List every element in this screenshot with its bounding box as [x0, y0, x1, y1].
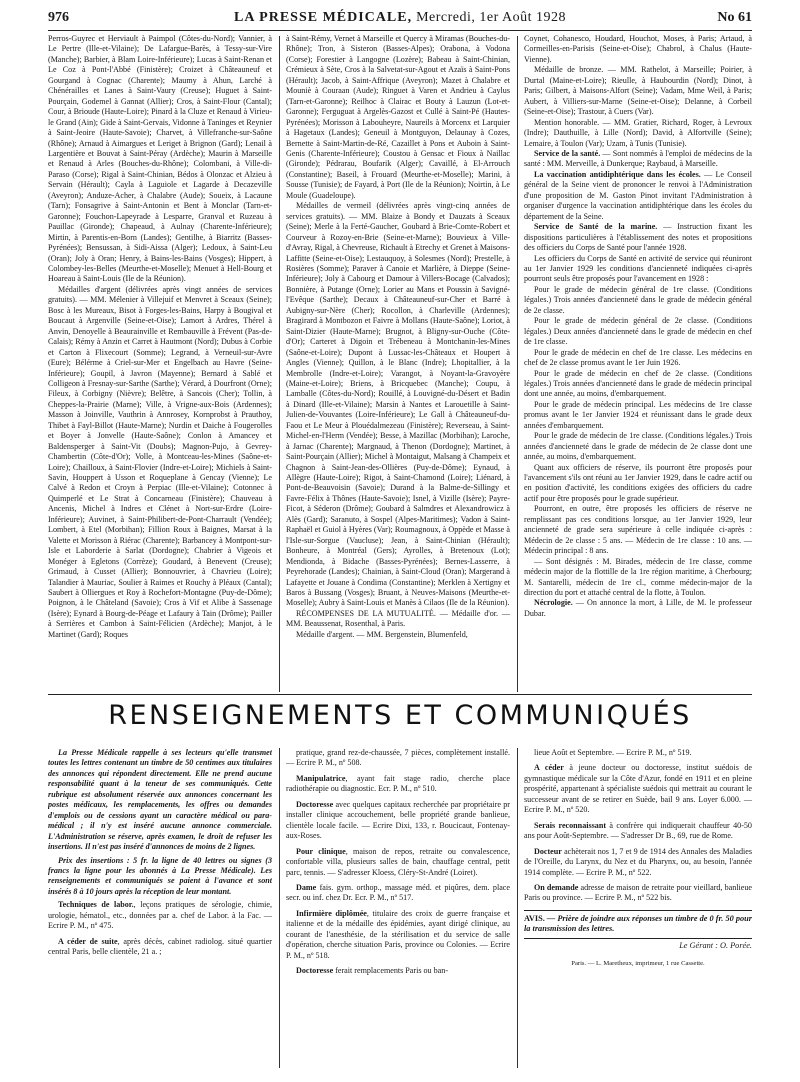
- section-rule: [48, 694, 752, 695]
- section-body-vaccination: — Le Conseil général de la Seine vient de prononcer le renvoi à l'Administration d'une proposition de M. Gaston Pinot invitant l'Administration à organiser d'urgence la vaccination antidiphtérique dans les écoles du département de la Seine.: [524, 169, 752, 221]
- section-heading-necrologie: Nécrologie.: [534, 598, 573, 608]
- paragraph-necrologie: [524, 598, 752, 619]
- ad-body: , maison de repos, retraite ou convalescence, confortable villa, plusieurs salles de bain, chauffage central, petit parc, tennis. — S'adresser Kloess, Cléry-St-André (Loiret).: [286, 846, 510, 877]
- ad-body: à jeune docteur ou doctoresse, institut suédois de gymnastique médicale sur la Côte d'Azur, fondé en 1911 et en pleine prospérité, appartenant à spécialiste suédois qui mettrait au courant le successeur avant de se retirer en Suède, bail 9 ans. Loyer 6.000. — Ecrire P. M., nº 520.: [524, 763, 752, 815]
- paragraph-marine: [524, 222, 752, 253]
- ad-body: , titulaire des croix de guerre française et italienne et de la médaille des épidémies, ayant dirigé clinique, au courant de l'anesthésie, de la stérilisation et du service de salle d'opération, cherche situation Paris, province ou Colonies. — Ecrire P. M., nº 518.: [286, 908, 510, 960]
- paragraph-sante: [524, 149, 752, 170]
- paragraph: Les officiers du Corps de Santé en activité de service qui réuniront au 1er Janvier 1929 les conditions d'ancienneté indiquées ci-après pourront seuls être proposés pour l'avancement en 1928 :: [524, 253, 752, 284]
- paragraph: Pour le grade de médecin général de 2e classe. (Conditions légales.) Deux années d'ancienneté dans le grade de médecin en chef de 1re classe.: [524, 316, 752, 347]
- printer-imprint: Paris. — L. Maretheux, imprimeur, 1 rue Cassette.: [571, 960, 705, 968]
- paragraph: Quant aux officiers de réserve, ils pourront être proposés pour l'avancement s'ils ont réuni au 1er Janvier 1929, dans le cadre actif ou en position d'activité, les conditions exigées des officiers du cadre actif pour être proposés pour le grade supérieur.: [524, 462, 752, 503]
- paragraph: Médaille de bronze. — MM. Rathelot, à Marseille; Poirier, à Durtal (Maine-et-Loire); Rieulle, à Haubourdin (Nord); Dinot, à Paris; Gilbert, à Maisons-Alfort (Seine); Vadam, Mme Weil, à Paris; Aubert, à Villiers-sur-Marne (Seine-et-Oise); Delanne, à Corbeil (Seine-et-Oise); Trastour, à Cuers (Var).: [524, 65, 752, 117]
- paragraph: Pour le grade de médecin général de 1re classe. (Conditions légales.) Trois années d'ancienneté dans le grade de médecin général de 2e classe.: [524, 284, 752, 315]
- section-heading-sante: Service de la santé.: [534, 148, 601, 158]
- column-1: [48, 34, 272, 692]
- section-body-sante: — Sont nommés à l'emploi de médecins de la santé : MM. Merveille, à Dunkerque; Raybaud, à Marseille.: [524, 148, 752, 169]
- classified-ad: [524, 883, 752, 904]
- paragraph: Pour le grade de médecin en chef de 1re classe. Les médecins en chef de 2e classe promus avant le 1er Juin 1926.: [524, 347, 752, 368]
- paragraph-vaccination: [524, 170, 752, 222]
- column-3: [524, 34, 752, 692]
- issue-number: No 61: [717, 10, 752, 25]
- column-divider: [279, 748, 280, 1068]
- avis-notice: [524, 910, 752, 935]
- paragraph: à Saint-Rémy, Vernet à Marseille et Quercy à Miramas (Bouches-du-Rhône); Tron, à Sisteron (Basses-Alpes); Orabona, à Vodona (Corse); Forestier à Langogne (Lozère); Babeau à Saint-Chinian, Crémieux à Sète, Cros à la Salvetat-sur-Agout et Azaïs à Saint-Pons (Hérault); Jacob, à Saint-Affrique (Aveyron); Mazet à Chalabre et Mouniè à Couraan (Aude); Ringuet à Varen et Andrieu à Caylus (Tarn-et-Garonne); Reilhoc à Clairac et Bouty à Lauzun (Lot-et-Garonne); Ferguguat à Argelès-Gazost et Cullé à Saint-Pé (Hautes-Pyrénées); Morisson à Labouheyre, Naureils à Morcenx et Larquier à Hagetaux (Landes); Geneuil à Montguyon, Delaunay à Cozes, Bernette à Saint-Martin-de-Ré, Cazaillet à Pons et Auboin à Saint-Genis (Charente-Inférieure); Coustou à Gensac et Fioux à Naillac (Gironde); Pédrarau, Boufarik (Alger); Cavaillé, à El-Arrouch (Constantine); Baseil, à Frouard (Meurthe-et-Moselle); Marini, à Sousse (Tunisie); de Fayard, à Port (Ile de la Réunion); Noirtin, à Le Moule (Guadeloupe).: [286, 34, 510, 200]
- ad-heading: A céder de suite: [58, 936, 118, 946]
- page-number: 976: [48, 10, 69, 25]
- ad-heading: Infirmière diplômée: [296, 908, 367, 918]
- classified-ad: [286, 774, 510, 795]
- ad-body: à confrère qui indiquerait chauffeur 40-50 ans pour Août-Septembre. — S'adresser Dr B., 69, rue de Rome.: [524, 820, 752, 841]
- ad-heading: Dame: [296, 882, 317, 892]
- ad-body: adresse de maison de retraite pour vieillard, banlieue Paris ou province. — Ecrire P. M., nº 522 bis.: [524, 882, 752, 903]
- ad-body: achèterait nos 1, 7 et 9 de 1914 des Annales des Maladies de l'Oreille, du Larynx, du Nez et du Pharynx, ou, au besoin, l'année 1914 complète. — Ecrire P. M., nº 522.: [524, 846, 752, 877]
- column-divider: [279, 36, 280, 692]
- ad-body: , ayant fait stage radio, cherche place radiothérapie ou diagnostic. Ecr. P. M., nº 510.: [286, 773, 510, 794]
- paragraph: — Sont désignés : M. Birades, médecin de 1re classe, comme médecin major de la flottille de la 1re région maritime, à Cherbourg; M. Santarelli, médecin de 1re cl., comme médecin-major de la direction du port et attaché central de la flotte, à Toulon.: [524, 556, 752, 598]
- classified-ad: [286, 748, 510, 769]
- classified-ad: [286, 883, 510, 904]
- column-divider: [517, 36, 518, 692]
- section-body-marine: — Instruction fixant les dispositions particulières à l'établissement des notes et propositions des officiers du Corps de Santé pour l'année 1928.: [524, 222, 752, 253]
- ad-heading: Doctoresse: [296, 799, 334, 809]
- paragraph: Mention honorable. — MM. Gratier, Richard, Roger, à Levroux (Indre); Dauthuille, à Lille (Nord); David, à Alfortville (Seine); Lemaire, à Toulon (Var); Uzam, à Tunis (Tunisie).: [524, 117, 752, 148]
- paragraph: Pour le grade de médecin en chef de 2e classe. (Conditions légales.) Trois années d'ancienneté dans le grade de médecin principal dont une année, au moins, d'embarquement.: [524, 368, 752, 399]
- avis-heading: AVIS.: [524, 913, 545, 923]
- ad-body: fais. gym. orthop., massage méd. et piqûres, dem. place secr. ou inf. chez Dr. Ecr. P. M., nº 517.: [286, 882, 510, 903]
- ad-heading: Serais reconnaissant: [534, 820, 607, 830]
- classified-ad: [286, 847, 510, 878]
- classified-ad: [524, 821, 752, 842]
- classifieds-column-3: [524, 748, 752, 1068]
- classified-ad: [48, 900, 272, 931]
- ad-heading: Techniques de labor.: [58, 900, 134, 910]
- journal-header: [48, 10, 752, 26]
- classifieds-column-1: [48, 748, 272, 1068]
- intro-paragraph: Prix des insertions : 5 fr. la ligne de 40 lettres ou signes (3 francs la ligne pour les abonnés à La Presse Médicale). Les renseignements et communiqués se paient à l'avance et sont insérés 8 à 10 jours après la réception de leur montant.: [48, 855, 272, 896]
- paragraph: Pour le grade de médecin de 1re classe. (Conditions légales.) Trois années d'ancienneté dans le grade de médecin de 2e classe dont une année, au moins, d'embarquement.: [524, 431, 752, 462]
- ad-heading: Docteur: [534, 846, 562, 856]
- section-heading-marine: Service de Santé de la marine.: [534, 222, 658, 232]
- classified-ad: [48, 937, 272, 958]
- classified-ad: [524, 847, 752, 878]
- rubric-title: RENSEIGNEMENTS ET COMMUNIQUÉS: [108, 700, 692, 731]
- ad-heading: Pour clinique: [296, 846, 346, 856]
- ad-body: , après décès, cabinet radiolog. situé quartier central Paris, belle clientèle, 21 a. ;: [48, 936, 272, 957]
- paragraph: RÉCOMPENSES DE LA MUTUALITÉ. — Médaille d'or. — MM. Beaussenat, Rosenthal, à Paris.: [286, 608, 510, 629]
- classifieds-intro: [48, 748, 272, 897]
- ad-body: , leçons pratiques de sérologie, chimie, urologie, hématol., etc., données par a. chef de Labor. à la Fac. — Ecrire P. M., nº 475.: [48, 900, 272, 931]
- paragraph: Médailles d'argent (délivrées après vingt années de services gratuits). — MM. Mélenier à Villejuif et Menvret à Sceaux (Seine); Bosc à les Mureaux, Bisot à Forges-les-Bains, Harpy à Bougival et Boucaut à Argenville (Seine-et-Oise); Lamort à Ardres, Thérel à Anvin, Denoyelle à Beaurainville et Rembauville à Frévent (Pas-de-Calais); Rémy à Anzin et Carret à Hautmont (Nord); Dubus à Corbie et Carton à Flixecourt (Somme); Legrand, à Verneuil-sur-Avre (Eure); Bélérme à Criel-sur-Mer et Engelbach au Havre (Seine-Inférieure); Goupil, à Javron (Mayenne); Bernard à Sablé et Colligeon à Fresnay-sur-Sarthe (Sarthe); Vérard, à Dourfront (Orne); Fileux, à Corbigny (Nièvre); Belêtre, à Sancois (Cher); Tollin, à Cheppes-la-Prairie (Marne); Ville, à Vrigne-aux-Bois (Ardennes); Masson à Joinville, Vauthrin à Annrosey, Kornprobst à Prauthoy, Thibet à Fayl-Billot (Haute-Marne); Nurdin et Daiche à Fougerolles et Boyer à Jonvelle (Haute-Saône); Conlon à Amancey et Baldensperger à Saint-Vit (Doubs); Magnon-Pujo, à Gevrey-Chambertin (Côte-d'Or); Volle, à Montceau-les-Mines (Saône-et-Loire); Chailloux, à Saint-Flovier (Indre-et-Loire); Michiels à Saint-Savin, Houppert à Usson et Roqueplane à Gencay (Vienne); Le Calvé à Redon et Croyn à Perpiac (Ille-et-Vilaine); Cotonnec à Quimperlé et Le Strat à Concarneau (Finistère); Chauveau à Ancenis, Michel à Indres et Clénet à Nort-sur-Erdre (Loire-Inférieure); Auvinet, à Saint-Philibert-de-Pont-Charrault (Vendée); Lombert, à Etel (Morbihan); Fillion Roux à Baignes, Marsat à la Valette et Morisson à Riérac (Charente); Barbancey à Montpont-sur-Isle et Laborderie à Sarlat (Dordogne); Chabrier à Vigeois et Monéger à Egletons (Corrèze); Goudard, à Benevent (Creuse); Grimaud, à Cusset (Allier); Bonnouvrier, à Chavrieu (Loire); Talandier à Mauriac, Soulier à Raimes et Rouchy à Pléaux (Cantal); Saubert à Olliergues et Roy à Rochefort-Montagne (Puy-de-Dôme); Poignon, à le Châteland (Savoie); Cros à Vif et Alibe à Sassenage (Isère); Eynard à Bourg-de-Péage et Lafaury à Tain (Drôme); Pailler à Serrières et Cambon à Saint-Félicien (Ardèche); Manjot, à le Martinet (Gard); Roques: [48, 284, 272, 639]
- ad-body: ferait remplacements Paris ou ban-: [333, 966, 449, 976]
- classifieds-column-2: [286, 748, 510, 1068]
- paragraph: Coynet, Cohanesco, Houdard, Houchot, Moses, à Paris; Artaud, à Cormeilles-en-Parisis (Seine-et-Oise); Chabrol, à Chalus (Haute-Vienne).: [524, 34, 752, 64]
- classified-ad: [286, 909, 510, 961]
- avis-body: — Prière de joindre aux réponses un timbre de 0 fr. 50 pour la transmission des lettres.: [524, 913, 752, 934]
- gerant-signature: Le Gérant : O. Porée.: [524, 938, 752, 951]
- ad-body: pratique, grand rez-de-chaussée, 7 pièces, complètement installé. — Ecrire P. M., nº 508.: [286, 748, 510, 768]
- classified-ad: [524, 748, 752, 758]
- paragraph: Médailles de vermeil (délivrées après vingt-cinq années de services gratuits). — MM. Blaize à Bondy et Dauzats à Sceaux (Seine); Merle à la Ferté-Gaucher, Goubard à Brie-Comte-Robert et Courveur à Rozoy-en-Brie (Seine-et-Marne); Bouvieux à Ville-d'Avray, Rigal, à Chevreuse, Richault à Etrechy et Grenet à Maisons-Laffitte (Seine-et-Oise); Lestauquoy, à Solesmes (Nord); Prestelle, à Rosières (Somme); Paraver à Canoie et Marlière, à Dieppe (Seine-Inférieure); Joly à Cabourg et Damour à Villers-Bocage (Calvados); Bonnière, à Putange (Orne); Lorier au Mans et Poussin à Savigné-l'Evêque (Sarthe); Decaux à Châteauneuf-sur-Cher et Barré à Aubigny-sur-Nère (Cher); Rocollon, à Charleville (Ardennes); Bragirard à Montbozon et Faivre à Mollans (Haute-Saône); Loriot, à Saint-Dizier (Haute-Marne); Brugnot, à Bligny-sur-Ouche (Côte-d'Or); Carteret à Digoin et Trébeneau à Montchanin-les-Mines (Saône-et-Loire); Dupont à Lussac-les-Châteaux et Houpert à Angles (Vienne); Quillon, à le Blanc (Indre); Lhopitallier, à la Membrolle (Indre-et-Loire); Varangot, à Noyant-la-Gravoyère (Maine-et-Loire); Briens, à Bricquebec (Manche); Coupu, à Lamballe (Côtes-du-Nord); Rouillé, à Louvigné-du-Désert et Badin à Dinard (Ille-et-Vilaine); Marsin à Nantes et Larouetille à Saint-Julien-de-Vouvantes (Loire-Inférieure); Le Gall à Châteauneuf-du-Faou et Le Meur à Plouédalmezeau (Finistère); Reverseau, à Saint-Michel-en-l'Herm (Vendée); Besse, à Mazillac (Morbihan); Laroche, à Jarnac (Charente); Margnaud, à Thenon (Dordogne); Martinet, à Saint-Pourçain (Allier); Michel à Montaigut, Malsang à Champeix et Chagnon à Saint-Jean-des-Ollières (Puy-de-Dôme); Eynaud, à Allègre (Haute-Loire); Rigot, à Saint-Chamond (Loire); Liénard, à Pont-de-Beauvoisin (Savoie); Durand à la Balme-de-Sillingy et Favre-Félix à Thônes (Haute-Savoie); Isnel, à Vizille (Isère); Payre-Ficot, à Séderon (Drôme); Goubard à Salmdres et Alexandrowicz à Alès (Gard); Saranuto, à Sospel (Alpes-Maritimes); Vadon à Saint-Raphaël et Guiol à Hyères (Var); Roumagnoux, à Oppède et Masse à l'Isle-sur-Sorgue (Vaucluse); Jean, à Saint-Chinian (Hérault); Bonheure, à Montréal (Gers); Ayrolles, à Bretenoux (Lot); Mendionda, à Bidache (Basses-Pyrénées); Bernes-Lasserre, à Peyrehorade (Landes); Chainian, à Saint-Cloud (Oran); Margerand à Lafayette et Jouane à Condima (Constantine); Merklen à Xertigny et Baros à Bussang (Vosges); Bruant, à Neuves-Maisons (Meurthe-et-Moselle); Aubry à Saint-Louis et Manès à Cilaos (Ile de la Réunion).: [286, 201, 510, 608]
- column-divider: [517, 748, 518, 1068]
- issue-date: Mercredi, 1er Août 1928: [416, 10, 566, 25]
- paragraph: Pour le grade de médecin principal. Les médecins de 1re classe promus avant le 1er Janvier 1924 et réunissant dans le grade deux années d'embarquement.: [524, 399, 752, 430]
- classified-ad: [286, 800, 510, 842]
- classified-ad: [286, 966, 510, 976]
- ad-heading: Manipulatrice: [296, 773, 346, 783]
- ad-body: lieue Août et Septembre. — Ecrire P. M., nº 519.: [534, 748, 692, 757]
- ad-body: avec quelques capitaux recherchée par propriétaire pr installer clinique accouchement, belle propriété grande banlieue, clientèle locale facile. — Ecrire Dixi, 133, r. Boucicaut, Fontenay-aux-Roses.: [286, 799, 510, 841]
- ad-heading: On demande: [534, 882, 579, 892]
- intro-paragraph: La Presse Médicale rappelle à ses lecteurs qu'elle transmet toutes les lettres contenant un timbre de 50 centimes aux titulaires des annonces qui répondent directement. Elle ne prend aucune responsabilité quant à la teneur de ses communiqués. Cette rubrique est absolument réservée aux annonces concernant les postes médicaux, les remplacements, les offres ou demandes d'emplois ou de cessions ayant un caractère médical ou para-médical ; il n'y est inséré aucune annonce commerciale. L'Administration se réserve, après examen, le droit de refuser les insertions. Il n'est pas inséré d'annonces de moins de 2 lignes.: [48, 748, 272, 852]
- ad-heading: Doctoresse: [296, 966, 334, 976]
- column-2: [286, 34, 510, 692]
- header-rule: [48, 30, 752, 31]
- paragraph: Médaille d'argent. — MM. Bergenstein, Blumenfeld,: [296, 629, 468, 639]
- paragraph: Perros-Guyrec et Herviault à Paimpol (Côtes-du-Nord); Vannier, à Le Pertre (Ille-et-Vilaine); De Lafargue-Barès, à Tessy-sur-Vire (Manche); Barbier, à Blam Loire-Inférieure); Lucas à Saint-Renan et Le Coz à Pont-l'Abbé (Finistère); Croizet à Châteauneuf et Gourgand à Cognac (Charente); Maumy à Ahun, Larché à Chénérailles et Lanes à Saint-Vaury (Creuse); Huguet à Saint-Pourçain, Godemel à Gannat (Allier); Cros, à Saint-Flour (Cantal); Cour, à Brioude (Haute-Loire); Pinard à la Cluze et Renaud à Virieu-le Grand (Ain); Gide à Saint-Gervais, Vidonne à Taninges et Reynier à Saint-Jeoire (Haute-Savoie); Charvet, à Villefranche-sur-Saône (Rhône); Arnaud à Aimargues et Leriget à Brignon (Gard); Lenail à Largentière et Bouvat à Saint-Péray (Ardèche); Maurin à Marseille et Renaud à Arles (Bouches-du-Rhône); Colombani, à Ville-di-Paraso (Corse); Rigal à Saint-Chinian, Bédos à Olonzac et Alzieu à Servain (Hérault); Cayla à Laguiole et Lagarde à Decazeville (Aveyron); Anduze-Acher, à Chalabre (Aude); Soueix, à Lacaune (Tarn); Fonsagrive à Saint-Antonin et Bent à Monclar (Tarn-et-Garonne); Fouchon-Lapeyrade à Lesparre, Granval et Ruzeau à Pauillac (Gironde); Chapeaud, à Aulnay (Charente-Inférieure); Mirtin, à Parentis-en-Born (Landes); Gentilhe, à Biarritz (Basses-Pyrénées); Bensussan, à Sidi-Aissa (Alger); Ledoux, à Saint-Leu (Oran); Joly à Oran; Henry, à Bains-les-Bains (Vosges); Hippert, à Colombey-les-Belles (Meurthe-et-Moselle); Menuet à Hell-Bourg et Hoareau à Saint-Louis (Ile de la Réunion).: [48, 34, 272, 284]
- journal-title: LA PRESSE MÉDICALE,: [233, 10, 413, 25]
- section-heading-vaccination: La vaccination antidiphtérique dans les écoles.: [534, 169, 701, 179]
- paragraph: Pourront, en outre, être proposés les officiers de réserve ne remplissant pas ces conditions lorsque, au 1er Janvier 1929, leur ancienneté de grade sera supérieure à celle indiquée ci-après : Médecin de 2e classe : 5 ans. — Médecin de 1re classe : 10 ans. — Médecin principal : 8 ans.: [524, 504, 752, 556]
- ad-heading: A céder: [534, 763, 564, 773]
- section-body-necrologie: — On annonce la mort, à Lille, de M. le professeur Dubar.: [524, 598, 752, 618]
- classified-ad: [524, 763, 752, 815]
